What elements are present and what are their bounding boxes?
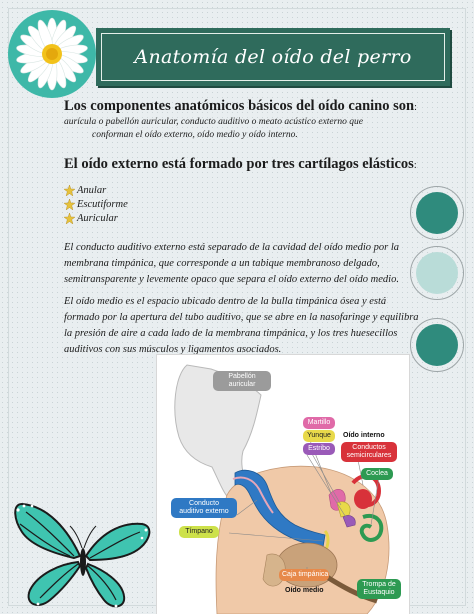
star-icon [64,185,75,196]
label-conductos-semicirculares: Conductos semicirculares [341,442,397,462]
label-pabellon-auricular: Pabellón auricular [213,371,271,391]
label-coclea: Coclea [361,468,393,480]
list-item [64,211,128,225]
label-trompa-eustaquio: Trompa de Eustaquio [357,579,401,599]
heading-components-text: Los componentes anatómicos básicos del oído canino son [64,98,415,114]
cartilage-list [64,183,128,225]
label-martillo: Martillo [303,417,335,429]
star-icon [64,199,75,210]
intro-line-2: conforman el oído externo, oído medio y oído interno. [92,130,298,140]
heading-external-ear-colon: : [413,160,417,171]
label-yunque: Yunque [303,430,335,442]
heading-external-ear-text: El oído externo está formado por tres cartílagos elásticos [64,156,414,172]
paragraph-line: El oído medio es el espacio ubicado dentro de la bulla timpánica ósea y está [64,296,387,307]
decorative-circle-3 [410,318,464,372]
paragraph-external-canal [64,240,399,288]
heading-components [64,98,417,115]
label-caja-timpanica: Caja timpánica [279,569,329,581]
paragraph-line: membrana timpánica, que corresponde a un tabique membranoso delgado, [64,258,380,269]
label-estribo: Estribo [303,443,335,455]
page-title: Anatomía del oído del perro [134,46,412,68]
cartilage-auricular: Auricular [77,212,118,224]
list-item [64,197,128,211]
decorative-circle-1 [410,186,464,240]
heading-external-ear [64,156,417,173]
title-banner [96,28,450,86]
ear-anatomy-diagram [157,355,409,614]
title-border [101,33,445,81]
paragraph-line: El conducto auditivo externo está separado de la cavidad del oído medio por la [64,242,400,253]
cartilage-anular: Anular [77,184,107,196]
list-item [64,183,128,197]
daisy-decoration [8,10,96,98]
paragraph-line: auditivos con sus músculos y ligamentos asociados. [64,344,282,355]
heading-components-colon: : [414,102,417,113]
paragraph-line: formado por la apertura del tubo auditivo, que se abre en la nasofaringe y equilibra [64,312,419,323]
label-timpano: Tímpano [179,526,219,538]
decorative-circle-2 [410,246,464,300]
daisy-icon [8,10,96,98]
paragraph-middle-ear [64,294,419,358]
paragraph-line: semitransparente y levemente opaco que separa el oído externo del oído medio. [64,274,399,285]
star-icon [64,213,75,224]
label-oido-interno: Oído interno [343,432,385,439]
label-conducto-auditivo-externo: Conducto auditivo externo [171,498,237,518]
cartilage-escutiforme: Escutiforme [77,198,128,210]
paragraph-line: la presión de aire a cada lado de la membrana timpánica, y los tres huesecillos [64,328,398,339]
butterfly-icon [8,500,156,612]
intro-line-1: aurícula o pabellón auricular, conducto auditivo o meato acústico externo que [64,117,363,127]
label-oido-medio: Oído medio [285,587,324,594]
